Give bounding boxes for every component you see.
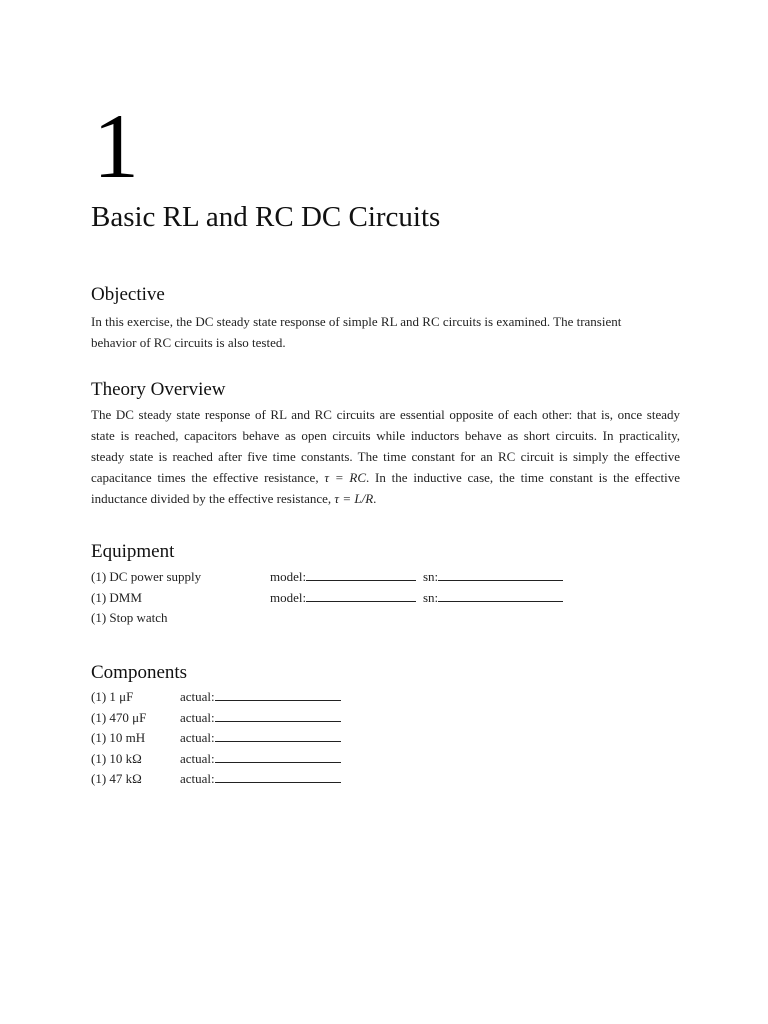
component-item [91,749,391,770]
component-item-name: (1) 10 kΩ [91,750,142,766]
component-actual-field[interactable] [180,749,341,770]
theory-text [91,404,680,509]
actual-blank[interactable] [215,687,341,701]
objective-heading: Objective [91,284,165,305]
actual-blank[interactable] [215,728,341,742]
chapter-title: Basic RL and RC DC Circuits [91,201,441,233]
equipment-item-name: (1) Stop watch [91,610,168,625]
actual-blank[interactable] [215,749,341,763]
actual-blank[interactable] [215,769,341,783]
equipment-model-field[interactable] [270,567,416,588]
component-item-name: (1) 470 μF [91,709,147,725]
theory-text-part2: . In the inductive case, the time constant is the effective inductance divided by the effective resistance, [91,470,681,506]
model-blank[interactable] [306,567,416,581]
model-label: model: [270,569,307,584]
components-list [91,687,391,790]
objective-text-line1: In this exercise, the DC steady state response of simple RL and RC circuits is examined. The transient [91,314,622,329]
sn-blank[interactable] [438,588,563,602]
theory-heading: Theory Overview [91,379,226,400]
component-item-name: (1) 1 μF [91,689,134,704]
component-actual-field[interactable] [180,769,341,790]
sn-blank[interactable] [438,567,563,581]
equipment-model-field[interactable] [270,588,416,609]
equipment-sn-field[interactable] [423,588,563,609]
component-actual-field[interactable] [180,728,341,749]
actual-label: actual: [180,709,215,725]
actual-label: actual: [180,689,215,704]
equipment-item [91,608,680,629]
objective-text [91,311,680,353]
component-item [91,687,391,708]
equipment-heading: Equipment [91,541,175,562]
theory-text-part1: The DC steady state response of RL and RC circuits are essential opposite of each other: that is, once steady state is reached, capacitors behave as open circuits while inductors behave as short circuits. In practicality, steady state is reached after five time constants. The time constant for an RC circuit is simply the effective capacitance times the effective resistance, [91,407,680,485]
actual-label: actual: [180,750,215,766]
actual-label: actual: [180,771,215,786]
model-blank[interactable] [306,588,416,602]
equipment-item [91,588,680,609]
theory-formula-lr: τ = L/R [334,491,374,506]
equipment-sn-field[interactable] [423,567,563,588]
theory-text-part3: . [373,491,377,506]
equipment-item-name: (1) DMM [91,589,142,605]
actual-label: actual: [180,730,215,745]
component-item [91,728,391,749]
equipment-item-name: (1) DC power supply [91,569,202,584]
equipment-item [91,567,680,588]
component-item-name: (1) 47 kΩ [91,771,142,786]
sn-label: sn: [423,569,439,584]
theory-formula-rc: τ = RC [324,470,367,485]
objective-text-line2: behavior of RC circuits is also tested. [91,335,286,350]
sn-label: sn: [423,589,439,605]
component-item-name: (1) 10 mH [91,730,146,745]
component-item [91,769,391,790]
component-item [91,708,391,729]
chapter-number: 1 [93,95,139,197]
components-heading: Components [91,662,188,683]
model-label: model: [270,589,307,605]
component-actual-field[interactable] [180,708,341,729]
equipment-list [91,567,680,629]
actual-blank[interactable] [215,708,341,722]
component-actual-field[interactable] [180,687,341,708]
